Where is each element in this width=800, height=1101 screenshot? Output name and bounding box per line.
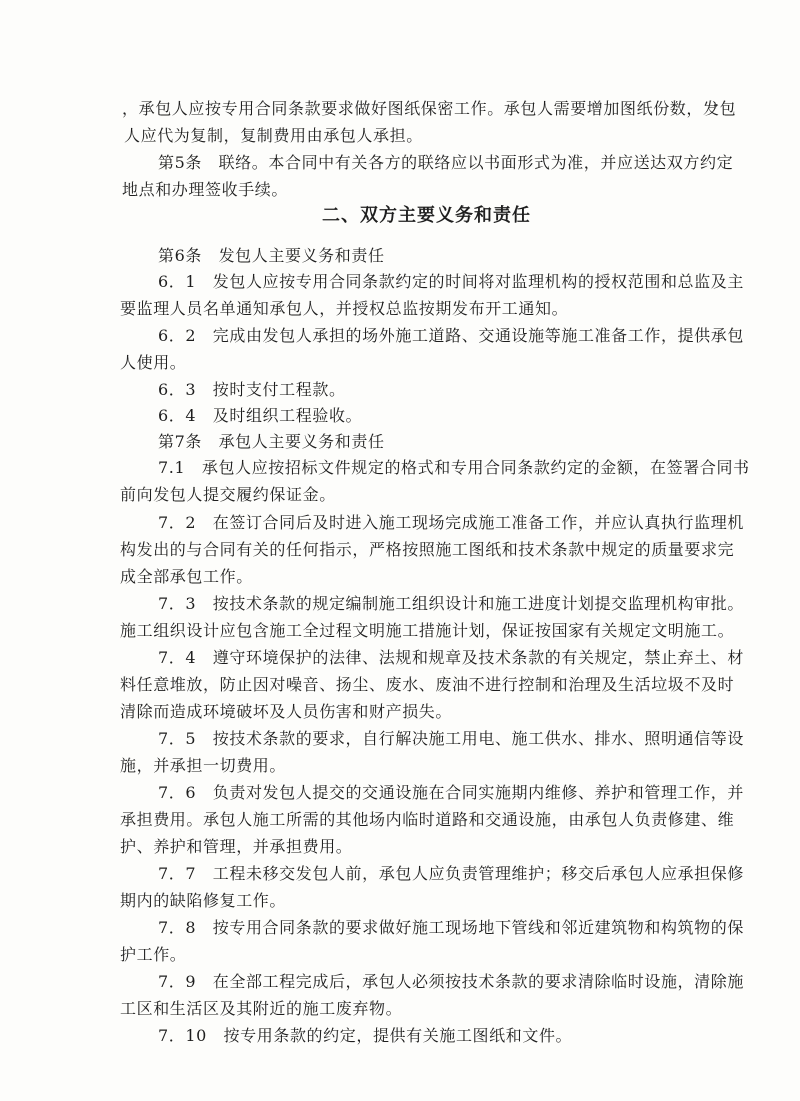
article-7-line: 7．8 按专用合同条款的要求做好施工现场地下管线和邻近建筑物和构筑物的保 <box>158 918 744 937</box>
section-title: 二、双方主要义务和责任 <box>322 205 531 226</box>
article-6-line: 6．3 按时支付工程款。 <box>158 380 346 399</box>
intro-line-2: 人应代为复制，复制费用由承包人承担。 <box>124 126 423 145</box>
article-7-line: 7.1 承包人应按招标文件规定的格式和专用合同条款约定的金额，在签署合同书 <box>158 458 750 477</box>
article-7-line: 7．7 工程未移交发包人前，承包人应负责管理维护；移交后承包人应承担保修 <box>158 864 744 883</box>
article-7-line: 7．4 遵守环境保护的法律、法规和规章及技术条款的有关规定，禁止弃土、材 <box>158 648 744 667</box>
article-7-line: 施，并承担一切费用。 <box>120 756 287 775</box>
article-6-line: 6．1 发包人应按专用合同条款约定的时间将对监理机构的授权范围和总监及主 <box>158 272 744 291</box>
article-7-heading: 第7条 承包人主要义务和责任 <box>158 432 385 451</box>
article-7-line: 7．2 在签订合同后及时进入施工现场完成施工准备工作，并应认真执行监理机 <box>158 513 744 532</box>
article-7-line: 成全部承包工作。 <box>120 567 253 586</box>
article-7-line: 构发出的与合同有关的任何指示，严格按照施工图纸和技术条款中规定的质量要求完 <box>120 540 735 559</box>
article-7-line: 7．9 在全部工程完成后，承包人必须按技术条款的要求清除临时设施，清除施 <box>158 972 744 991</box>
intro-line-1: ，承包人应按专用合同条款要求做好图纸保密工作。承包人需要增加图纸份数，发包 <box>122 99 737 118</box>
intro-line-3: 第5条 联络。本合同中有关各方的联络应以书面形式为准，并应送达双方约定 <box>158 153 734 172</box>
article-7-line: 清除而造成环境破坏及人员伤害和财产损失。 <box>120 702 453 721</box>
article-7-line: 7．6 负责对发包人提交的交通设施在合同实施期内维修、养护和管理工作，并 <box>158 783 744 802</box>
article-7-line: 施工组织设计应包含施工全过程文明施工措施计划，保证按国家有关规定文明施工。 <box>120 621 735 640</box>
article-7-line: 护工作。 <box>120 945 187 964</box>
article-7-line: 承担费用。承包人施工所需的其他场内临时道路和交通设施，由承包人负责修建、维 <box>120 810 735 829</box>
article-7-line: 期内的缺陷修复工作。 <box>120 891 287 910</box>
article-6-line: 6．4 及时组织工程验收。 <box>158 406 363 425</box>
article-7-line: 护、养护和管理，并承担费用。 <box>120 837 353 856</box>
article-6-line: 人使用。 <box>120 353 187 372</box>
article-6-line: 6．2 完成由发包人承担的场外施工道路、交通设施等施工准备工作，提供承包 <box>158 326 744 345</box>
article-6-line: 要监理人员名单通知承包人，并授权总监按期发布开工通知。 <box>120 299 569 318</box>
article-7-line: 前向发包人提交履约保证金。 <box>120 485 336 504</box>
article-7-line: 7．10 按专用条款的约定，提供有关施工图纸和文件。 <box>158 1026 573 1045</box>
article-7-line: 料任意堆放，防止因对噪音、扬尘、废水、废油不进行控制和治理及生活垃圾不及时 <box>120 675 735 694</box>
article-7-line: 7．3 按技术条款的规定编制施工组织设计和施工进度计划提交监理机构审批。 <box>158 594 744 613</box>
intro-line-4: 地点和办理签收手续。 <box>122 180 289 199</box>
article-6-heading: 第6条 发包人主要义务和责任 <box>158 246 385 265</box>
article-7-line: 7．5 按技术条款的要求，自行解决施工用电、施工供水、排水、照明通信等设 <box>158 729 744 748</box>
article-7-line: 工区和生活区及其附近的施工废弃物。 <box>120 999 403 1018</box>
